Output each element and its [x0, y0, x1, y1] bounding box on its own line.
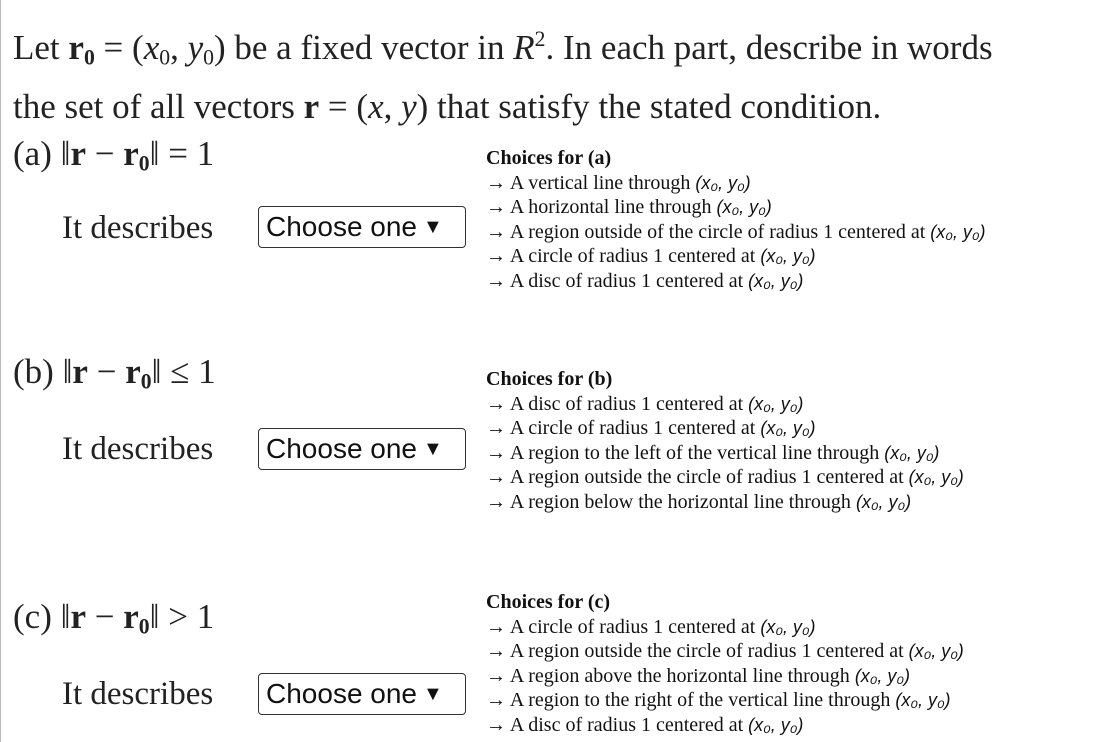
problem-statement [13, 14, 1108, 132]
caret-down-icon: ▼ [423, 438, 443, 460]
part-b-select-value: Choose one [266, 433, 418, 464]
part-b-choice-3: → A region to the left of the vertical line through (x₀, y₀) [486, 441, 940, 464]
part-a-describes-label: It describes [62, 210, 214, 246]
part-b-answer-select[interactable] [258, 428, 466, 470]
part-b-choices [486, 367, 964, 515]
problem-line-1: Let $r_0 = (x_0$, $y_0$) be a fixed vector in $R^2$. In each part, describe in words [13, 27, 993, 70]
part-c-choice-3: → A region above the horizontal line through (x₀, y₀) [486, 664, 910, 687]
part-a-choice-1: → A vertical line through (x₀, y₀) [486, 171, 751, 194]
part-a-choices-heading: Choices for (a) [486, 147, 612, 169]
part-c-select-value: Choose one [266, 678, 418, 709]
part-b-choice-1: → A disc of radius 1 centered at (x₀, y₀) [486, 392, 804, 415]
part-a-choice-4: → A circle of radius 1 centered at (x₀, y₀) [486, 245, 816, 268]
part-b-choice-5: → A region below the horizontal line through (x₀, y₀) [486, 490, 912, 513]
part-c-choice-1: → A circle of radius 1 centered at (x₀, y₀) [486, 615, 816, 638]
part-b-choice-2: → A circle of radius 1 centered at (x₀, y₀) [486, 417, 816, 440]
part-a-choice-2: → A horizontal line through (x₀, y₀) [486, 196, 772, 219]
part-c-choices [486, 590, 964, 738]
part-c-choice-5: → A disc of radius 1 centered at (x₀, y₀) [486, 713, 804, 736]
part-b-choice-4: → A region outside the circle of radius 1 centered at (x₀, y₀) [486, 466, 964, 489]
part-b-describes-label: It describes [62, 431, 214, 467]
part-c-choice-4: → A region to the right of the vertical line through (x₀, y₀) [486, 689, 951, 712]
caret-down-icon: ▼ [423, 683, 443, 705]
part-c-condition: (c) ‖r − $r_0‖ > 1$ [13, 597, 215, 639]
part-b-condition: (b) ‖r − $r_0‖ \le 1$ [13, 352, 216, 394]
caret-down-icon: ▼ [423, 216, 443, 238]
part-a-choices [486, 146, 985, 294]
part-a-choice-3: → A region outside of the circle of radius 1 centered at (x₀, y₀) [486, 220, 986, 243]
part-a-condition: (a) ‖r − $r_0‖ = 1$ [13, 134, 215, 176]
page-left-border [0, 0, 1, 742]
part-b-choices-heading: Choices for (b) [486, 368, 613, 390]
problem-line-2: the set of all vectors r = (x, y) that satisfy the stated condition. [13, 87, 882, 127]
part-c-answer-select[interactable] [258, 673, 466, 715]
part-a-select-value: Choose one [266, 211, 418, 242]
part-a-answer-select[interactable] [258, 206, 466, 248]
part-c-choice-2: → A region outside the circle of radius 1 centered at (x₀, y₀) [486, 640, 964, 663]
part-c-describes-label: It describes [62, 676, 214, 712]
part-c-choices-heading: Choices for (c) [486, 591, 611, 613]
part-a-choice-5: → A disc of radius 1 centered at (x₀, y₀) [486, 269, 804, 292]
